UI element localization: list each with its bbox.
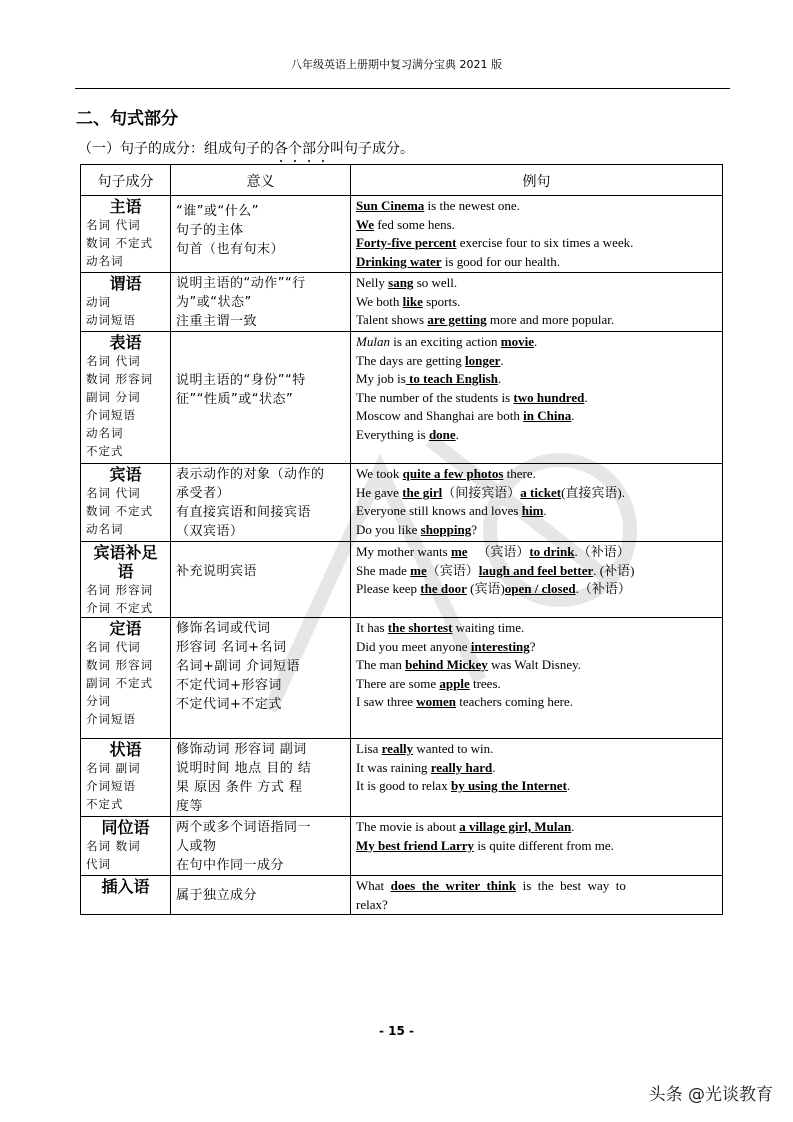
example-sentence (356, 333, 717, 352)
example-sentence (356, 293, 717, 312)
highlighted-component: Forty-five percent (356, 235, 457, 250)
meaning-line: 人或物 (176, 839, 217, 854)
highlighted-component: the girl (402, 484, 443, 500)
header-divider (75, 88, 730, 89)
sentence-text: （间接宾语） (442, 484, 521, 500)
example-sentence (356, 818, 717, 837)
word-type-line: 副词 分词 (86, 390, 141, 404)
highlighted-component: two hundred (513, 389, 585, 405)
sentence-text: Moscow and Shanghai are both (356, 408, 524, 423)
table-row (81, 332, 723, 464)
meaning-line (176, 543, 345, 562)
example-cell (351, 196, 723, 273)
example-sentence (356, 740, 717, 759)
word-type-line: 不定式 (86, 444, 124, 458)
sentence-text: sports. (422, 293, 461, 309)
highlighted-component: Sun Cinema (356, 198, 425, 213)
table-row (81, 876, 723, 915)
highlighted-component: the shortest (387, 620, 453, 635)
component-cell (81, 332, 171, 464)
sentence-text: . (492, 759, 496, 775)
example-cell (351, 817, 723, 876)
word-types (86, 293, 165, 329)
meaning-line: 不定代词+形容词 (176, 678, 282, 693)
table-row (81, 739, 723, 817)
meaning-cell (171, 332, 351, 464)
page-number: - 15 - (378, 1024, 414, 1038)
meaning-line: 两个或多个词语指同一 (176, 820, 312, 835)
component-name: 表语 (109, 333, 142, 352)
highlighted-component: does the writer think (390, 878, 517, 893)
example-sentence (356, 465, 717, 484)
sentence-text: exercise four to six times a week. (456, 235, 634, 250)
component-cell (81, 739, 171, 817)
sentence-text: relax? (356, 896, 388, 912)
sentence-text: teachers coming here. (456, 694, 573, 709)
highlighted-component: My best friend Larry (356, 837, 475, 853)
word-types (86, 216, 165, 270)
highlighted-component: a ticket (520, 484, 562, 500)
example-sentence (356, 426, 717, 445)
section-subtitle (78, 138, 414, 158)
word-type-line: 名词 形容词 (86, 583, 154, 597)
sentence-components-table (80, 164, 723, 915)
emphasis-char: 各 (274, 141, 288, 157)
table-row (81, 273, 723, 332)
sentence-text: is the best way to (516, 878, 626, 893)
sentence-text: The man (356, 657, 406, 672)
sentence-text: . (584, 389, 588, 405)
example-sentence (356, 896, 717, 915)
component-name: 宾语 (109, 465, 142, 484)
component-name: 状语 (109, 740, 142, 759)
meaning-line: 说明主语的“动作”“行 (176, 276, 306, 291)
sentence-text: （宾语） (426, 562, 479, 578)
sentence-text: wanted to win. (413, 741, 494, 756)
highlighted-component: him (521, 503, 544, 518)
meaning-line: 不定代词+不定式 (176, 697, 282, 712)
sentence-text: . (534, 334, 538, 349)
sentence-text: The movie is about (356, 819, 460, 834)
sentence-text: We took (356, 466, 403, 481)
sentence-text: She made (356, 562, 411, 578)
highlighted-component: longer (465, 352, 501, 368)
example-sentence (356, 580, 717, 599)
meaning-line: 表示动作的对象（动作的 (176, 467, 325, 482)
sentence-text: Please keep (356, 581, 421, 596)
word-type-line: 数词 形容词 (86, 658, 154, 672)
header-meaning: 意义 (171, 165, 351, 196)
subtitle-prefix: （一）句子的成分：组成句子的 (78, 141, 274, 157)
highlighted-component: movie (500, 334, 535, 349)
example-sentence (356, 352, 717, 371)
word-type-line: 代词 (86, 857, 111, 871)
emphasis-char: 部 (302, 141, 316, 157)
sentence-text: . (500, 352, 504, 368)
sentence-text: He gave (356, 484, 403, 500)
sentence-text: . (566, 778, 571, 793)
example-sentence (356, 253, 717, 272)
word-types (86, 837, 165, 873)
sentence-text: . (497, 371, 502, 386)
word-type-line: 介词短语 (86, 779, 136, 793)
word-type-line: 介词短语 (86, 408, 136, 422)
meaning-line: 征”“性质”或“状态” (176, 392, 294, 407)
sentence-text: It is good to relax (356, 778, 451, 793)
word-type-line: 名词 数词 (86, 839, 141, 853)
table-row (81, 196, 723, 273)
sentence-text: Did you meet anyone (356, 638, 471, 654)
sentence-text: . (571, 408, 575, 423)
highlighted-component: We (356, 216, 375, 232)
meaning-line: 说明主语的“身份”“特 (176, 373, 306, 388)
highlighted-component: interesting (470, 638, 530, 654)
word-type-line: 介词短语 (86, 712, 136, 726)
example-sentence (356, 693, 717, 712)
component-name: 宾语补足语 (93, 543, 158, 581)
example-sentence (356, 837, 717, 856)
sentence-text: . (补语) (593, 562, 635, 578)
sentence-text: so well. (413, 275, 458, 290)
meaning-line: 果 原因 条件 方式 程 (176, 780, 303, 795)
section-title: 二、句式部分 (76, 109, 178, 129)
meaning-line: 修饰动词 形容词 副词 (176, 742, 307, 757)
highlighted-component: are getting (427, 312, 487, 327)
meaning-line: 句子的主体 (176, 223, 244, 238)
example-sentence (356, 619, 717, 638)
subtitle-suffix: 叫句子成分。 (330, 141, 414, 157)
example-cell (351, 739, 723, 817)
meaning-line (176, 352, 345, 371)
example-sentence (356, 407, 717, 426)
sentence-text: We both (356, 293, 403, 309)
meaning-line: 在句中作同一成分 (176, 858, 285, 873)
example-sentence (356, 759, 717, 778)
meaning-line: 属于独立成分 (176, 888, 258, 903)
highlighted-component: by using the Internet (450, 778, 567, 793)
word-types (86, 638, 165, 728)
table-row (81, 542, 723, 618)
word-type-line: 动名词 (86, 254, 124, 268)
component-name: 主语 (109, 197, 142, 216)
sentence-text: Nelly (356, 275, 389, 290)
example-sentence (356, 389, 717, 408)
sentence-text: Everything is (356, 426, 429, 442)
meaning-cell (171, 876, 351, 915)
sentence-text: fed some hens. (374, 216, 455, 232)
meaning-line (176, 333, 345, 352)
header-component: 句子成分 (81, 165, 171, 196)
example-sentence (356, 656, 717, 675)
sentence-text: My job is (356, 371, 406, 386)
component-name: 定语 (109, 619, 142, 638)
sentence-text: Do you like (356, 521, 421, 537)
table-row (81, 464, 723, 542)
sentence-text: There are some (356, 675, 440, 691)
sentence-text: It has (356, 620, 388, 635)
highlighted-component: really hard (430, 759, 493, 775)
sentence-text: (直接宾语). (561, 484, 626, 500)
highlighted-component: behind Mickey (405, 657, 488, 672)
example-cell (351, 464, 723, 542)
example-sentence (356, 543, 717, 562)
meaning-line: 补充说明宾语 (176, 564, 258, 579)
example-sentence (356, 502, 717, 521)
meaning-line: 承受者） (176, 486, 231, 501)
sentence-text: trees. (469, 675, 501, 691)
meaning-line: 有直接宾语和间接宾语 (176, 505, 312, 520)
meaning-cell (171, 464, 351, 542)
highlighted-component: to teach English (405, 371, 498, 386)
sentence-text: The days are getting (356, 352, 466, 368)
example-sentence (356, 234, 717, 253)
header-example: 例句 (351, 165, 723, 196)
emphasis-char: 个 (288, 141, 302, 157)
example-cell (351, 542, 723, 618)
meaning-line: 注重主谓一致 (176, 314, 258, 329)
emphasis-char: 分 (316, 141, 330, 157)
sentence-text: My mother wants (356, 544, 451, 559)
sentence-text: Talent shows (356, 312, 428, 327)
component-cell (81, 273, 171, 332)
page-header: 八年级英语上册期中复习满分宝典 2021 版 (291, 58, 502, 71)
example-cell (351, 332, 723, 464)
highlighted-component: apple (439, 675, 470, 691)
sentence-text: more and more popular. (486, 312, 615, 327)
meaning-line: 度等 (176, 799, 204, 814)
component-cell (81, 817, 171, 876)
sentence-text: is an exciting action (389, 334, 501, 349)
sentence-text: It was raining (356, 759, 431, 775)
sentence-text: Mulan (356, 334, 390, 349)
component-cell (81, 618, 171, 739)
source-watermark: 头条 @光谈教育 (648, 1085, 773, 1105)
sentence-text: Lisa (356, 741, 382, 756)
word-type-line: 分词 (86, 694, 111, 708)
highlighted-component: me (450, 544, 468, 559)
example-cell (351, 273, 723, 332)
highlighted-component: women (416, 694, 456, 709)
table-row (81, 817, 723, 876)
meaning-cell (171, 273, 351, 332)
highlighted-component: the door (420, 581, 467, 596)
sentence-text: is the newest one. (424, 198, 520, 213)
word-type-line: 名词 副词 (86, 761, 141, 775)
table-header-row (81, 165, 723, 196)
component-name: 同位语 (101, 818, 150, 837)
word-type-line: 动名词 (86, 522, 124, 536)
sentence-text: （宾语） (467, 544, 530, 559)
sentence-text: What (356, 878, 391, 893)
example-sentence (356, 274, 717, 293)
word-type-line: 介词 不定式 (86, 601, 154, 615)
highlighted-component: Drinking water (356, 253, 442, 269)
highlighted-component: me (410, 562, 427, 578)
sentence-text: ? (471, 521, 478, 537)
sentence-text: .（补语） (574, 544, 630, 559)
component-cell (81, 196, 171, 273)
highlighted-component: open / closed (504, 581, 576, 596)
meaning-cell (171, 618, 351, 739)
highlighted-component: in China (523, 408, 572, 423)
word-types (86, 581, 165, 617)
component-name: 插入语 (101, 877, 150, 896)
meaning-cell (171, 739, 351, 817)
sentence-text: was Walt Disney. (487, 657, 582, 672)
example-sentence (356, 777, 717, 796)
word-type-line: 名词 代词 (86, 354, 141, 368)
highlighted-component: a village girl, Mulan (459, 819, 572, 834)
meaning-line: 修饰名词或代词 (176, 621, 271, 636)
word-types (86, 759, 165, 813)
component-cell (81, 464, 171, 542)
example-sentence (356, 216, 717, 235)
component-cell (81, 542, 171, 618)
word-types (86, 352, 165, 460)
highlighted-component: to drink (529, 544, 575, 559)
sentence-text: is good for our health. (441, 253, 561, 269)
highlighted-component: sang (388, 275, 414, 290)
sentence-text: . (455, 426, 459, 442)
highlighted-component: laugh and feel better (478, 562, 594, 578)
word-type-line: 名词 代词 (86, 218, 141, 232)
sentence-text: The number of the students is (356, 389, 514, 405)
sentence-text: there. (503, 466, 536, 481)
example-sentence (356, 484, 717, 503)
meaning-line: （双宾语） (176, 524, 244, 539)
highlighted-component: like (402, 293, 423, 309)
word-type-line: 数词 形容词 (86, 372, 154, 386)
example-cell (351, 876, 723, 915)
example-cell (351, 618, 723, 739)
sentence-text: I saw three (356, 694, 417, 709)
example-sentence (356, 638, 717, 657)
sentence-text: is quite different from me. (474, 837, 614, 853)
word-type-line: 数词 不定式 (86, 236, 154, 250)
word-type-line: 动词短语 (86, 313, 136, 327)
meaning-line: “谁”或“什么” (176, 204, 259, 219)
sentence-text: (宾语) (466, 581, 505, 596)
word-type-line: 不定式 (86, 797, 124, 811)
word-type-line: 名词 代词 (86, 640, 141, 654)
example-sentence (356, 370, 717, 389)
sentence-text: ? (529, 638, 536, 654)
meaning-line: 为”或“状态” (176, 295, 252, 310)
meaning-cell (171, 817, 351, 876)
word-types (86, 484, 165, 538)
meaning-line: 说明时间 地点 目的 结 (176, 761, 312, 776)
word-type-line: 副词 不定式 (86, 676, 154, 690)
word-type-line: 数词 不定式 (86, 504, 154, 518)
meaning-line: 句首（也有句末） (176, 242, 285, 257)
word-type-line: 动名词 (86, 426, 124, 440)
meaning-cell (171, 542, 351, 618)
sentence-text: .（补语） (575, 581, 631, 596)
sentence-text: waiting time. (452, 620, 525, 635)
highlighted-component: quite a few photos (402, 466, 504, 481)
example-sentence (356, 562, 717, 581)
meaning-cell (171, 196, 351, 273)
example-sentence (356, 521, 717, 540)
sentence-text: . (543, 503, 547, 518)
highlighted-component: really (381, 741, 414, 756)
sentence-text: . (571, 819, 575, 834)
meaning-line: 形容词 名词+名词 (176, 640, 287, 655)
component-name: 谓语 (109, 274, 142, 293)
table-row (81, 618, 723, 739)
example-sentence (356, 197, 717, 216)
word-type-line: 动词 (86, 295, 111, 309)
example-sentence (356, 877, 717, 896)
highlighted-component: done (428, 426, 456, 442)
example-sentence (356, 675, 717, 694)
sentence-text: Everyone still knows and loves (356, 503, 522, 518)
word-type-line: 名词 代词 (86, 486, 141, 500)
example-sentence (356, 311, 717, 330)
component-cell (81, 876, 171, 915)
meaning-line: 名词+副词 介词短语 (176, 659, 301, 674)
highlighted-component: shopping (420, 521, 472, 537)
